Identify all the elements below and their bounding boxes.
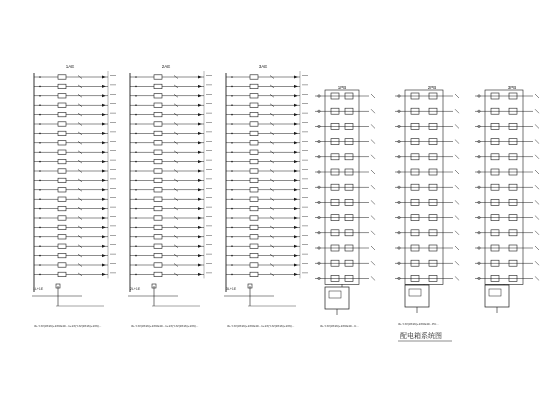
breaker-symbol — [58, 178, 66, 182]
panel-title: 2PB — [427, 85, 437, 90]
contact-dot — [135, 142, 137, 144]
arrow-head — [102, 170, 106, 173]
contact-dot — [135, 255, 137, 257]
switch-blade — [535, 170, 539, 174]
panel-caption: 3L-YJV(3X16)+1X6G40...1+1X(YJV(3X16)+1X6)... — [34, 324, 102, 328]
breaker-symbol — [154, 94, 162, 98]
panel-2AE — [128, 64, 212, 328]
breaker-symbol — [250, 150, 258, 154]
arrow-head — [102, 254, 106, 257]
contact-dot — [231, 217, 233, 219]
arrow-head — [102, 141, 106, 144]
switch-blade — [535, 276, 539, 280]
breaker-symbol — [250, 244, 258, 248]
arrow-head — [198, 245, 202, 248]
contact-dot — [231, 142, 233, 144]
contact-dot — [231, 123, 233, 125]
arrow-head — [294, 207, 298, 210]
switch-blade — [535, 124, 539, 128]
arrow-head — [198, 113, 202, 116]
arrow-head — [198, 198, 202, 201]
breaker-symbol — [250, 131, 258, 135]
breaker-symbol — [154, 112, 162, 116]
contact-dot — [135, 86, 137, 88]
contact-dot — [231, 133, 233, 135]
breaker-symbol — [250, 188, 258, 192]
switch-blade — [371, 200, 375, 204]
breaker-symbol — [154, 178, 162, 182]
switch-blade — [535, 185, 539, 189]
breaker-symbol — [154, 103, 162, 107]
arrow-head — [294, 123, 298, 126]
contact-dot — [231, 86, 233, 88]
breaker-symbol — [58, 84, 66, 88]
switch-blade — [535, 109, 539, 113]
drawing-title: 配电箱系统图 — [400, 333, 442, 340]
breaker-symbol — [58, 235, 66, 239]
breaker-symbol — [58, 141, 66, 145]
arrow-head — [102, 235, 106, 238]
switch-blade — [535, 216, 539, 220]
breaker-symbol — [250, 84, 258, 88]
switch-blade — [371, 170, 375, 174]
arrow-head — [294, 132, 298, 135]
contact-dot — [135, 114, 137, 116]
arrow-head — [198, 254, 202, 257]
contact-dot — [231, 227, 233, 229]
arrow-head — [198, 235, 202, 238]
arrow-head — [198, 94, 202, 97]
contact-dot — [39, 104, 41, 106]
panel-3AE — [224, 64, 308, 328]
contact-dot — [231, 189, 233, 191]
switch-blade — [535, 140, 539, 144]
contact-dot — [231, 255, 233, 257]
breaker-symbol — [58, 150, 66, 154]
arrow-head — [102, 273, 106, 276]
breaker-symbol — [58, 244, 66, 248]
switch-blade — [455, 200, 459, 204]
arrow-head — [294, 245, 298, 248]
arrow-head — [102, 217, 106, 220]
arrow-head — [294, 113, 298, 116]
contact-dot — [39, 170, 41, 172]
switch-blade — [455, 94, 459, 98]
panel-title: 1PB — [337, 85, 347, 90]
panel-title: 2AE — [161, 64, 171, 69]
contact-dot — [231, 170, 233, 172]
breaker-symbol — [58, 272, 66, 276]
arrow-head — [294, 151, 298, 154]
contact-dot — [231, 76, 233, 78]
breaker-symbol — [58, 75, 66, 79]
arrow-head — [198, 188, 202, 191]
contact-dot — [231, 161, 233, 163]
arrow-head — [102, 207, 106, 210]
contact-dot — [39, 255, 41, 257]
contact-dot — [135, 161, 137, 163]
switch-blade — [455, 231, 459, 235]
arrow-head — [294, 104, 298, 107]
arrow-head — [102, 85, 106, 88]
contact-dot — [135, 170, 137, 172]
arrow-head — [294, 226, 298, 229]
breaker-symbol — [250, 122, 258, 126]
breaker-symbol — [250, 272, 258, 276]
contact-dot — [135, 245, 137, 247]
switch-blade — [371, 94, 375, 98]
switch-blade — [535, 200, 539, 204]
feeder-rows — [32, 71, 116, 306]
contact-dot — [231, 245, 233, 247]
breaker-symbol — [250, 75, 258, 79]
panel-2PB — [395, 85, 459, 326]
contact-dot — [39, 76, 41, 78]
switch-blade — [371, 246, 375, 250]
switch-blade — [371, 261, 375, 265]
breaker-symbol — [58, 169, 66, 173]
panel-1AE — [32, 64, 116, 328]
contact-dot — [39, 151, 41, 153]
contact-dot — [135, 198, 137, 200]
panel-title: 3AE — [258, 64, 268, 69]
breaker-symbol — [58, 112, 66, 116]
contact-dot — [39, 274, 41, 276]
panel-title: 3PB — [507, 85, 517, 90]
breaker-symbol — [58, 225, 66, 229]
contact-dot — [135, 95, 137, 97]
panel-3PB — [475, 85, 539, 313]
arrow-head — [102, 245, 106, 248]
arrow-head — [102, 113, 106, 116]
contact-dot — [39, 86, 41, 88]
panel-title: 1AE — [65, 64, 75, 69]
base-label: 3L+1E — [226, 287, 237, 291]
panel-1PB — [315, 85, 375, 328]
breaker-symbol — [58, 94, 66, 98]
breaker-symbol — [154, 235, 162, 239]
contact-dot — [231, 151, 233, 153]
arrow-head — [294, 217, 298, 220]
breaker-symbol — [250, 159, 258, 163]
contact-dot — [39, 217, 41, 219]
arrow-head — [102, 76, 106, 79]
base-label: 1L+1E — [33, 287, 44, 291]
arrow-head — [198, 104, 202, 107]
contact-dot — [135, 133, 137, 135]
arrow-head — [102, 104, 106, 107]
arrow-head — [102, 160, 106, 163]
contact-dot — [39, 264, 41, 266]
breaker-symbol — [250, 141, 258, 145]
switch-blade — [455, 155, 459, 159]
contact-dot — [39, 208, 41, 210]
switch-blade — [371, 124, 375, 128]
breaker-symbol — [58, 263, 66, 267]
arrow-head — [198, 207, 202, 210]
arrow-head — [102, 151, 106, 154]
breaker-symbol — [250, 169, 258, 173]
arrow-head — [102, 198, 106, 201]
contact-dot — [135, 189, 137, 191]
contact-dot — [135, 217, 137, 219]
panel-caption: 3L-YJV(3X16)+1X6G40...1+1X(YJV(3X16)+1X6)... — [131, 324, 199, 328]
meter-display — [329, 291, 341, 298]
contact-dot — [135, 180, 137, 182]
contact-dot — [135, 227, 137, 229]
contact-dot — [135, 236, 137, 238]
arrow-head — [294, 170, 298, 173]
breaker-symbol — [58, 206, 66, 210]
switch-blade — [371, 185, 375, 189]
arrow-head — [198, 123, 202, 126]
arrow-head — [198, 141, 202, 144]
panel-caption: 3L-YJV(3X16)+1X6G40...PC... — [398, 322, 439, 326]
contact-dot — [231, 180, 233, 182]
switch-blade — [535, 94, 539, 98]
meter-display — [489, 289, 501, 296]
breaker-symbol — [154, 225, 162, 229]
switch-blade — [455, 140, 459, 144]
contact-dot — [135, 104, 137, 106]
arrow-head — [102, 94, 106, 97]
breaker-symbol — [250, 112, 258, 116]
arrow-head — [294, 76, 298, 79]
arrow-head — [294, 198, 298, 201]
breaker-symbol — [250, 103, 258, 107]
switch-blade — [371, 276, 375, 280]
feeder-rows — [224, 71, 308, 306]
breaker-symbol — [250, 206, 258, 210]
contact-dot — [231, 114, 233, 116]
switch-blade — [455, 261, 459, 265]
breaker-symbol — [154, 150, 162, 154]
switch-blade — [455, 124, 459, 128]
arrow-head — [198, 217, 202, 220]
breaker-symbol — [58, 216, 66, 220]
arrow-head — [294, 94, 298, 97]
switch-blade — [371, 231, 375, 235]
breaker-symbol — [154, 206, 162, 210]
feeder-rows — [395, 90, 459, 285]
breaker-symbol — [154, 244, 162, 248]
contact-dot — [135, 76, 137, 78]
switch-blade — [535, 231, 539, 235]
breaker-symbol — [154, 141, 162, 145]
breaker-symbol — [250, 225, 258, 229]
switch-blade — [535, 155, 539, 159]
arrow-head — [294, 235, 298, 238]
arrow-head — [198, 273, 202, 276]
arrow-head — [198, 226, 202, 229]
switch-blade — [535, 261, 539, 265]
contact-dot — [39, 245, 41, 247]
contact-dot — [39, 114, 41, 116]
breaker-symbol — [154, 131, 162, 135]
breaker-symbol — [250, 216, 258, 220]
arrow-head — [294, 264, 298, 267]
breaker-symbol — [250, 263, 258, 267]
breaker-symbol — [58, 103, 66, 107]
meter-box — [485, 285, 509, 313]
breaker-symbol — [154, 159, 162, 163]
breaker-symbol — [154, 122, 162, 126]
breaker-symbol — [58, 197, 66, 201]
breaker-symbol — [154, 75, 162, 79]
arrow-head — [294, 85, 298, 88]
contact-dot — [39, 236, 41, 238]
arrow-head — [102, 226, 106, 229]
contact-dot — [39, 180, 41, 182]
contact-dot — [39, 227, 41, 229]
switch-blade — [371, 216, 375, 220]
breaker-symbol — [58, 131, 66, 135]
breaker-symbol — [250, 197, 258, 201]
contact-dot — [39, 161, 41, 163]
arrow-head — [294, 141, 298, 144]
panel-caption: 3L-YJV(3X16)+1X6G40...C... — [320, 324, 359, 328]
switch-blade — [371, 109, 375, 113]
breaker-symbol — [154, 216, 162, 220]
feeder-rows — [475, 90, 539, 285]
breaker-symbol — [154, 253, 162, 257]
arrow-head — [294, 179, 298, 182]
switch-blade — [455, 185, 459, 189]
contact-dot — [39, 123, 41, 125]
contact-dot — [231, 95, 233, 97]
meter-box — [405, 285, 429, 313]
breaker-symbol — [154, 272, 162, 276]
contact-dot — [39, 142, 41, 144]
arrow-head — [294, 254, 298, 257]
contact-dot — [231, 236, 233, 238]
contact-dot — [135, 264, 137, 266]
arrow-head — [198, 132, 202, 135]
contact-dot — [135, 274, 137, 276]
switch-blade — [371, 155, 375, 159]
contact-dot — [231, 208, 233, 210]
base-label: 2L+1E — [130, 287, 141, 291]
switch-blade — [455, 109, 459, 113]
switch-blade — [455, 216, 459, 220]
breaker-symbol — [154, 84, 162, 88]
arrow-head — [102, 132, 106, 135]
arrow-head — [198, 264, 202, 267]
breaker-symbol — [58, 159, 66, 163]
breaker-symbol — [154, 263, 162, 267]
contact-dot — [39, 95, 41, 97]
breaker-symbol — [154, 197, 162, 201]
breaker-symbol — [250, 178, 258, 182]
breaker-symbol — [250, 235, 258, 239]
arrow-head — [198, 160, 202, 163]
panel-caption: 3L-YJV(3X16)+1X6G40...1+1X(YJV(3X16)+1X6)... — [227, 324, 295, 328]
arrow-head — [294, 273, 298, 276]
switch-blade — [535, 246, 539, 250]
contact-dot — [231, 264, 233, 266]
arrow-head — [294, 160, 298, 163]
arrow-head — [102, 188, 106, 191]
arrow-head — [198, 179, 202, 182]
arrow-head — [102, 123, 106, 126]
switch-blade — [455, 276, 459, 280]
arrow-head — [198, 76, 202, 79]
breaker-symbol — [154, 188, 162, 192]
contact-dot — [135, 123, 137, 125]
switch-blade — [371, 140, 375, 144]
breaker-symbol — [154, 169, 162, 173]
switch-blade — [455, 246, 459, 250]
arrow-head — [102, 264, 106, 267]
breaker-symbol — [58, 122, 66, 126]
arrow-head — [198, 151, 202, 154]
switch-blade — [455, 170, 459, 174]
breaker-symbol — [58, 253, 66, 257]
breaker-symbol — [250, 253, 258, 257]
arrow-head — [198, 170, 202, 173]
contact-dot — [39, 189, 41, 191]
feeder-rows — [315, 90, 375, 287]
breaker-symbol — [250, 94, 258, 98]
feeder-rows — [128, 71, 212, 306]
contact-dot — [135, 151, 137, 153]
contact-dot — [231, 198, 233, 200]
contact-dot — [135, 208, 137, 210]
contact-dot — [39, 198, 41, 200]
arrow-head — [198, 85, 202, 88]
arrow-head — [294, 188, 298, 191]
contact-dot — [231, 274, 233, 276]
arrow-head — [102, 179, 106, 182]
contact-dot — [39, 133, 41, 135]
contact-dot — [231, 104, 233, 106]
meter-display — [409, 289, 421, 296]
breaker-symbol — [58, 188, 66, 192]
meter-box — [325, 287, 349, 315]
